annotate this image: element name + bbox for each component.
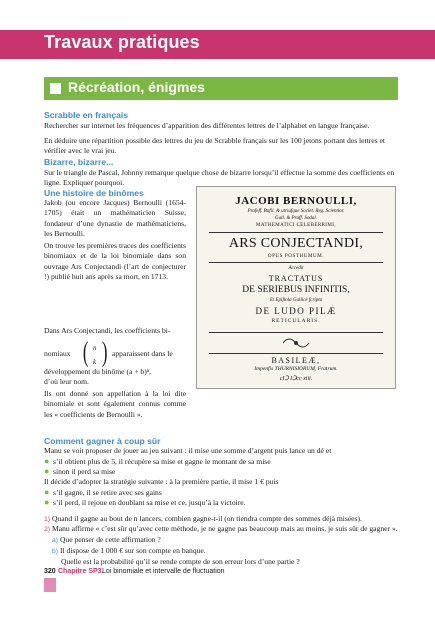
coup-sur-heading: Comment gagner à coup sûr bbox=[44, 436, 161, 446]
coup-sur-intro: Manu se voit proposer de jouer au jeu suivant : il mise une somme d’argent puis lance un dé et bbox=[44, 446, 332, 455]
binomes-heading: Une histoire de binômes bbox=[44, 188, 144, 198]
coup-sur-strategy: Il décide d’adopter la stratégie suivante : à la première partie, il mise 1 € puis bbox=[44, 477, 279, 486]
section-square-icon bbox=[50, 83, 61, 94]
chapter-label: Chapitre SP3. bbox=[58, 568, 104, 575]
question-2b-line-2: Quelle est la probabilité qu’il se rende compte de son erreur lors d’une partie ? bbox=[61, 557, 300, 566]
bizarre-heading: Bizarre, bizarre... bbox=[44, 157, 114, 167]
binomes-para-2: On trouve les premières traces des coefficients binomiaux et de la loi binomiale dans son ouvrage Ars Conjectandi (l’art de conjecturer !) publié huit ans après sa mort, en 1713. bbox=[44, 241, 186, 281]
book-line-12: RETICULARIS. bbox=[271, 318, 321, 324]
book-line-3: Gall. & Pruff. Sodal. bbox=[275, 216, 317, 221]
ars-conjectandi-title-page bbox=[196, 186, 396, 389]
scrabble-heading: Scrabble en français bbox=[44, 110, 129, 120]
binomes-para-4: Ils ont donné son appellation à la loi dite binomiale et sont également connus comme les « coefficients de Bernoulli ». bbox=[44, 389, 186, 419]
bizarre-line-1: Sur le triangle de Pascal, Johnny remarque quelque chose de bizarre lorsqu’il effectue la somme des coefficients en bbox=[44, 168, 395, 177]
question-1: 1) Quand il gagne au bout de n lancers, combien gagne-t-il (on tiendra compte des sommes déjà misées). bbox=[44, 514, 362, 523]
bullet-icon: ● bbox=[44, 466, 50, 476]
section-title: Récréation, énigmes bbox=[68, 79, 205, 95]
chapter-title: Loi binomiale et intervalle de fluctuation bbox=[102, 568, 225, 575]
page-title: Travaux pratiques bbox=[44, 32, 200, 52]
book-author: JACOBI BERNOULLI, bbox=[235, 195, 357, 207]
book-line-13: BASILEÆ, bbox=[271, 356, 321, 365]
binom-top: n bbox=[93, 344, 97, 352]
book-title: ARS CONJECTANDI, bbox=[228, 236, 364, 251]
bullet-icon: ● bbox=[44, 497, 50, 507]
book-line-9: DE SERIEBUS INFINITIS, bbox=[242, 285, 350, 295]
page-number: 320 bbox=[44, 568, 56, 575]
book-line-7: Accedit bbox=[288, 266, 304, 271]
scrabble-line-3: vérifier avec le vrai jeu. bbox=[44, 146, 117, 155]
book-line-15: cIↃ IↃcc xiii. bbox=[279, 376, 313, 382]
printer-ornament-icon bbox=[281, 335, 311, 351]
book-line-10: Et Epiftola Gallicè fcripta bbox=[269, 298, 323, 303]
book-line-6: OPUS POSTHUMUM. bbox=[267, 254, 325, 259]
book-line-11: DE LUDO PILÆ bbox=[255, 306, 337, 316]
book-line-14: Impenfis THURNISIORUM, Fratrum. bbox=[254, 366, 338, 372]
binom-bottom: k bbox=[93, 358, 97, 366]
question-2a: a) Que penser de cette affirmation ? bbox=[52, 535, 161, 544]
book-line-8: TRACTATUS bbox=[268, 274, 324, 283]
book-line-2: Profeff. Bafil. & utriufque Societ. Reg. Scientiar. bbox=[247, 209, 345, 214]
binomes-para-3-dev: développement du binôme (a + b)ⁿ, bbox=[44, 367, 152, 376]
bizarre-line-2: ligne. Expliquer pourquoi. bbox=[44, 178, 125, 187]
binomes-para-3-after: apparaissent dans le bbox=[112, 349, 173, 358]
binomes-para-3-end: d’où leur nom. bbox=[44, 377, 89, 386]
binomial-coefficient: ( n k ) bbox=[82, 337, 108, 368]
scrabble-line-2: En déduire une répartition possible des lettres du jeu de Scrabble français sur les 100 jetons portant des lettres et bbox=[44, 136, 385, 145]
binomes-para-1: Jakob (ou encore Jacques) Bernoulli (1654-1705) était un mathématicien Suisse, fondateur d’une dynastie de mathématiciens, les Bernoulli. bbox=[44, 198, 186, 238]
question-2: 2) Manu affirme « c’est sûr qu’avec cette méthode, je ne gagne pas beaucoup mais au moins, je suis sûr de gagner ». bbox=[44, 524, 398, 533]
section-title-bar bbox=[44, 77, 398, 100]
binomes-para-3-nomiaux: nomiaux bbox=[44, 349, 71, 358]
page-title-bar bbox=[0, 30, 435, 59]
book-line-4: MATHEMATICI CELEBERRIMI, bbox=[256, 223, 336, 228]
binomes-para-3-start: Dans Ars Conjectandi, les coefficients bi- bbox=[44, 326, 171, 335]
scrabble-line-1: Rechercher sur internet les fréquences d’apparition des différentes lettres de l’alphabet en langue française. bbox=[44, 121, 370, 130]
question-2b: b) Il dispose de 1 000 € sur son compte en banque. bbox=[52, 546, 206, 555]
bullet-icon: ● bbox=[44, 487, 50, 497]
footer-color-tab bbox=[44, 578, 56, 592]
bullet-icon: ● bbox=[44, 456, 50, 466]
